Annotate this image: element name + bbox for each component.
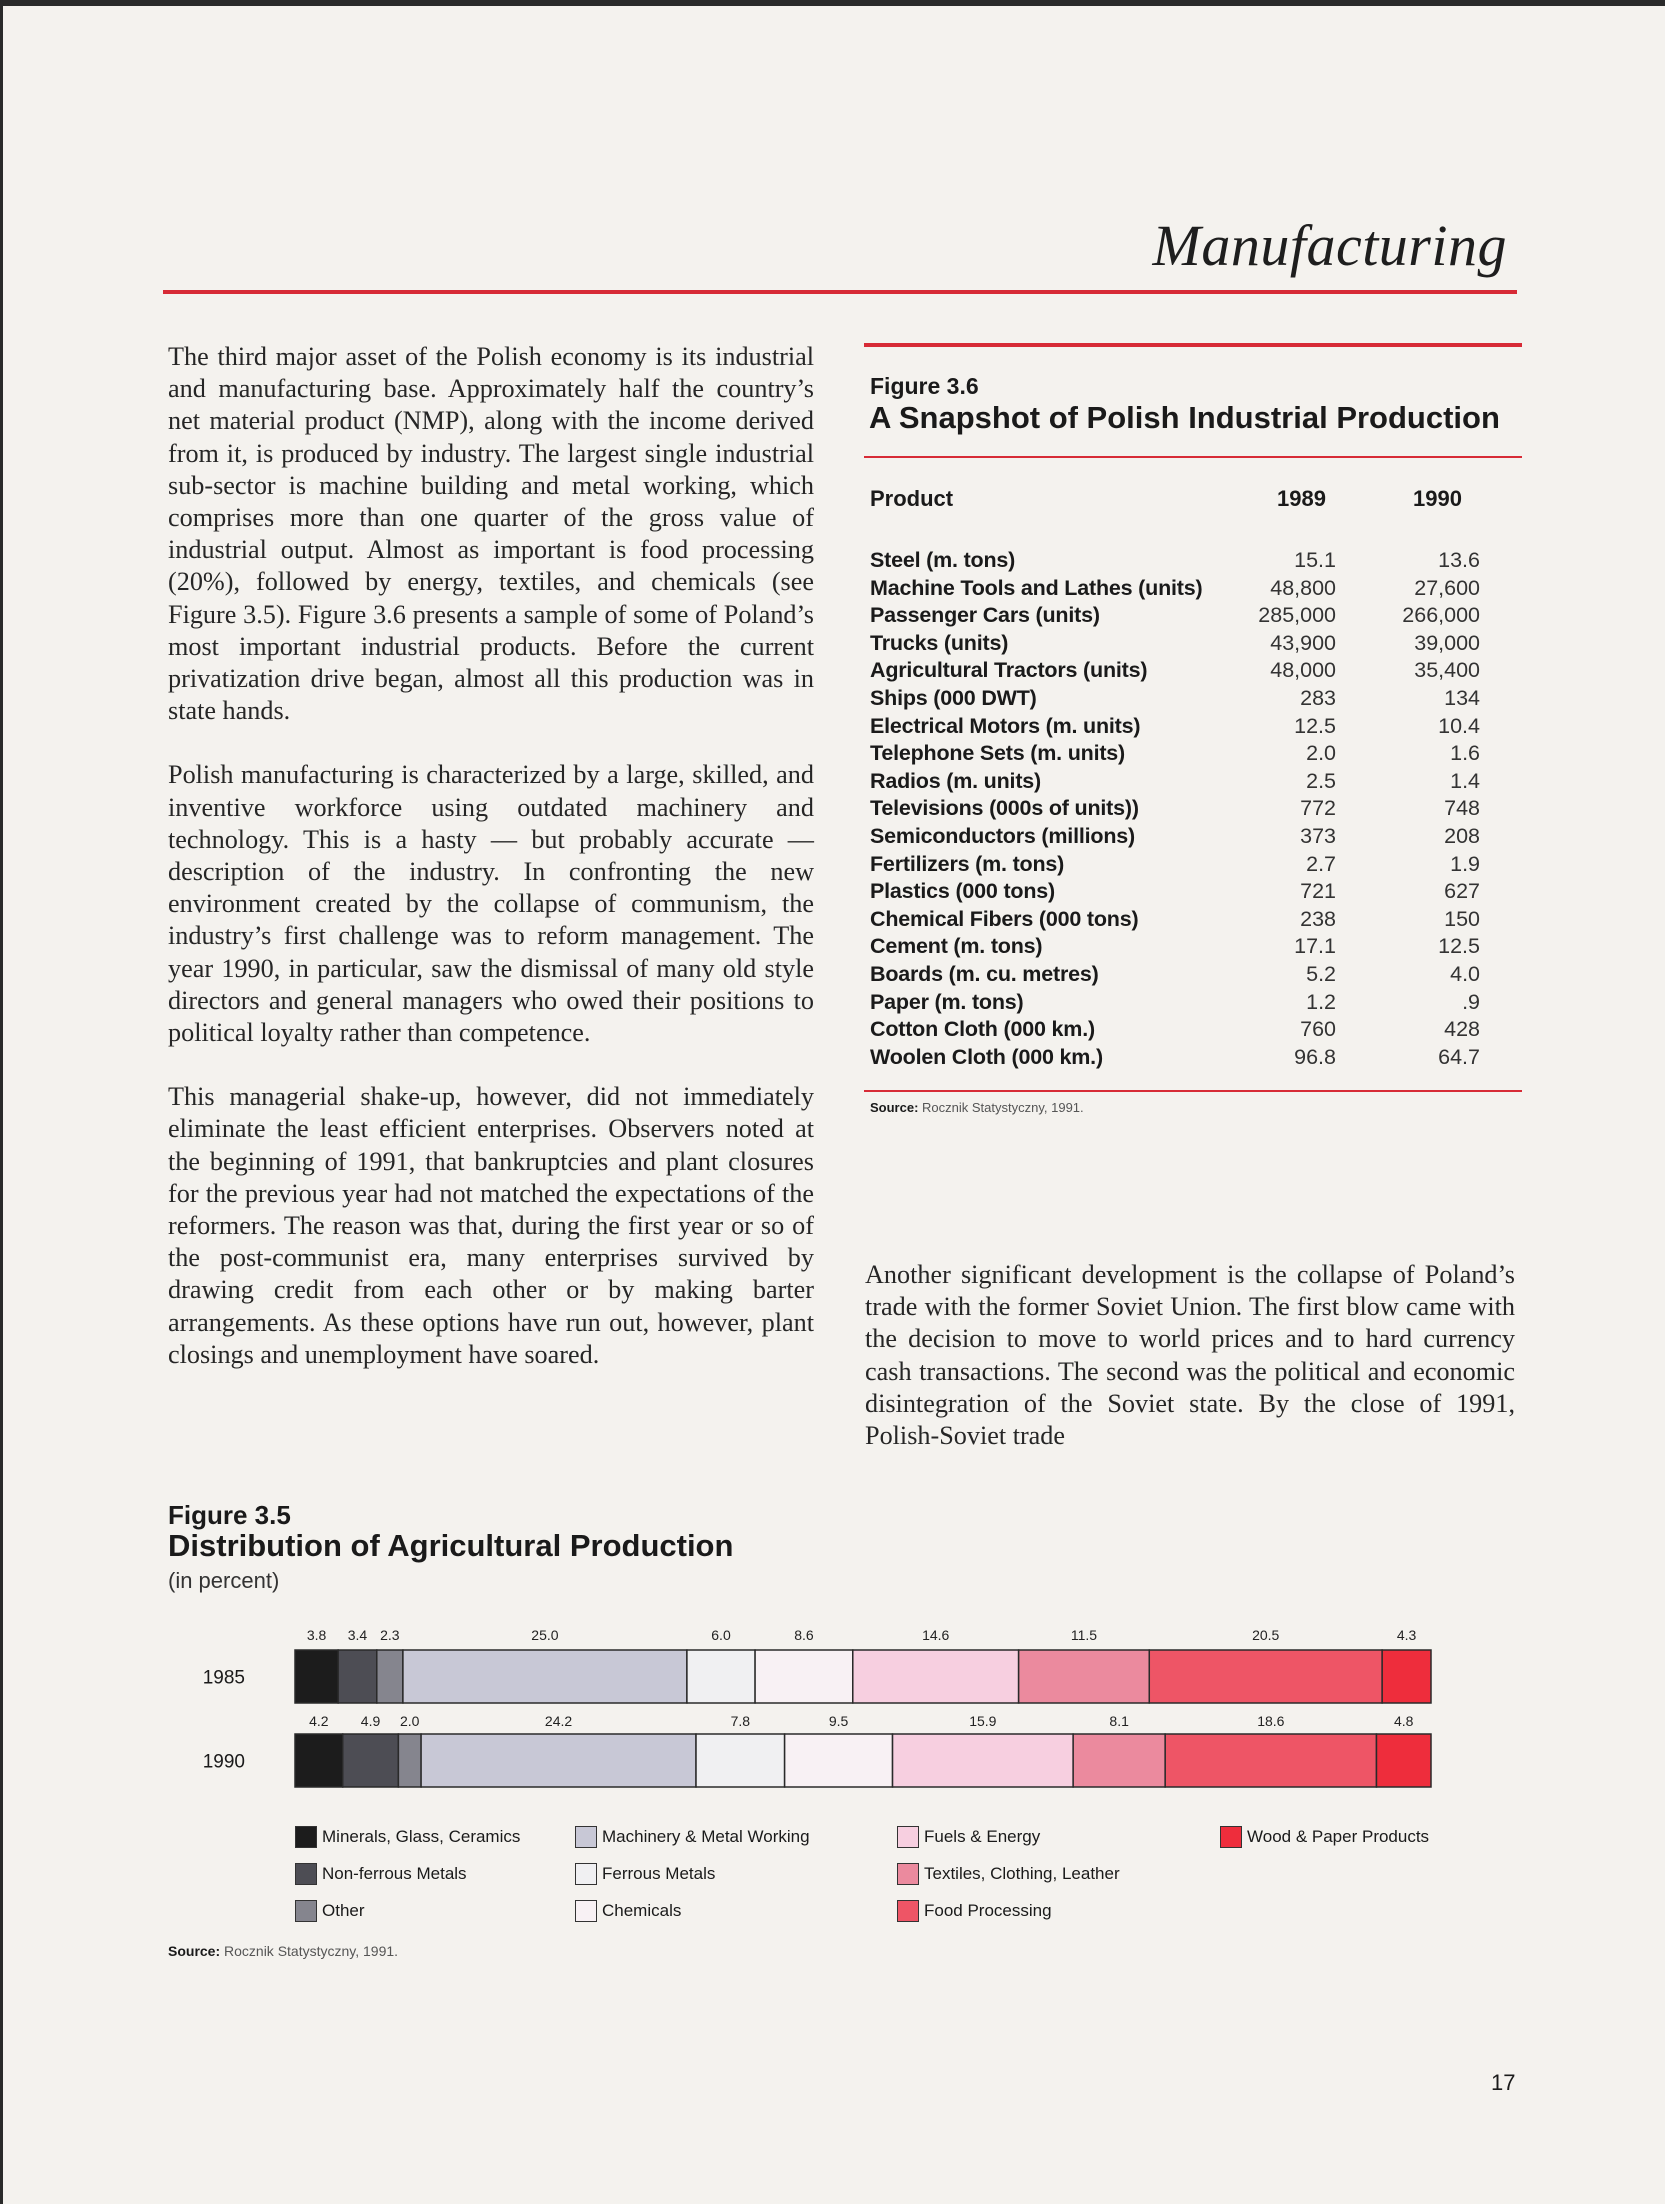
body-text-right [865, 1259, 1515, 1452]
legend-label: Minerals, Glass, Ceramics [322, 1827, 521, 1846]
legend-label: Non-ferrous Metals [322, 1864, 467, 1883]
paragraph: The third major asset of the Polish economy is its industrial and manufacturing base. Approximately half the country’s net material product (NMP), along with the income derived from it, is produced by industry. The largest single industrial sub-sector is machine building and metal working, which comprises more than one quarter of the gross value of industrial output. Almost as important is food processing (20%), followed by energy, textiles, and chemicals (see Figure 3.5). Figure 3.6 presents a sample of some of Poland’s most important industrial products. Before the current privatization drive began, almost all this production was in state hands. [168, 342, 814, 726]
legend-swatch [295, 1826, 317, 1848]
legend-swatch [897, 1826, 919, 1848]
product-name: Fertilizers (m. tons) [870, 851, 1065, 876]
bar-segment [421, 1734, 696, 1787]
source-label: Source: [870, 1100, 919, 1115]
column-header: Product [870, 486, 954, 511]
left-border [0, 0, 3, 2204]
bar-segment [893, 1734, 1074, 1787]
legend-label: Other [322, 1901, 365, 1920]
legend-label: Wood & Paper Products [1247, 1827, 1430, 1846]
product-name: Agricultural Tractors (units) [870, 658, 1148, 683]
value-label: 2.3 [380, 1627, 400, 1643]
value-1989: 2.7 [1306, 851, 1336, 876]
table-row [870, 769, 1480, 797]
value-1990: 1.9 [1450, 851, 1480, 876]
table-row [870, 934, 1480, 962]
value-1989: 1.2 [1306, 989, 1336, 1014]
value-1990: 150 [1444, 906, 1480, 931]
legend-item [295, 1826, 520, 1848]
product-name: Woolen Cloth (000 km.) [870, 1044, 1103, 1069]
value-1990: 12.5 [1438, 934, 1480, 959]
legend-item [897, 1863, 1120, 1885]
table-row [870, 852, 1480, 880]
paragraph: Polish manufacturing is characterized by a large, skilled, and inventive workforce using outdated machinery and technology. This is a hasty — but probably accurate — description of the industry. In confronting the new environment created by the collapse of communism, the industry’s first challenge was to reform management. The year 1990, in particular, saw the dismissal of many old style directors and general managers who owed their positions to political loyalty rather than competence. [168, 760, 814, 1048]
figure-subtitle: (in percent) [168, 1568, 280, 1593]
value-1989: 43,900 [1270, 630, 1336, 655]
legend-swatch [575, 1863, 597, 1885]
value-1990: 627 [1444, 879, 1480, 904]
figure-rule [864, 1090, 1522, 1092]
legend-swatch [1220, 1826, 1242, 1848]
product-name: Semiconductors (millions) [870, 824, 1135, 848]
product-name: Cement (m. tons) [870, 934, 1043, 959]
legend-item [575, 1863, 715, 1885]
legend-swatch [295, 1900, 317, 1922]
bar-segment [696, 1734, 785, 1787]
value-1989: 5.2 [1306, 962, 1336, 986]
value-label: 14.6 [922, 1627, 950, 1643]
legend-label: Fuels & Energy [924, 1827, 1041, 1846]
value-1990: 208 [1444, 824, 1480, 848]
value-label: 20.5 [1252, 1627, 1280, 1643]
value-1990: 4.0 [1450, 962, 1480, 986]
value-label: 8.6 [794, 1627, 814, 1643]
product-name: Telephone Sets (m. units) [870, 741, 1126, 766]
top-border [0, 0, 1665, 6]
value-1989: 48,000 [1270, 658, 1336, 683]
legend-item [575, 1826, 810, 1848]
value-1990: 134 [1444, 686, 1480, 710]
header-rule [163, 290, 1517, 294]
table-row [870, 907, 1480, 935]
value-1990: 428 [1444, 1017, 1480, 1042]
legend-swatch [575, 1900, 597, 1922]
table-row [870, 1017, 1480, 1045]
table-row [870, 686, 1480, 714]
product-name: Trucks (units) [870, 630, 1009, 655]
value-1989: 238 [1300, 906, 1336, 931]
value-label: 18.6 [1257, 1713, 1285, 1729]
table-row [870, 796, 1480, 824]
value-1990: 10.4 [1438, 713, 1480, 738]
source-text: Rocznik Statystyczny, 1991. [224, 1943, 399, 1959]
legend-swatch [575, 1826, 597, 1848]
table-row [870, 741, 1480, 769]
table-row [870, 824, 1480, 852]
value-1989: 96.8 [1294, 1044, 1336, 1069]
section-title: Manufacturing [1152, 213, 1507, 278]
product-name: Electrical Motors (m. units) [870, 713, 1141, 738]
legend-swatch [295, 1863, 317, 1885]
bar-segment [1382, 1650, 1431, 1703]
bar-segment [343, 1734, 399, 1787]
table-row [870, 714, 1480, 742]
product-name: Cotton Cloth (000 km.) [870, 1017, 1095, 1042]
page-number: 17 [1491, 2070, 1516, 2095]
table-row [870, 962, 1480, 990]
figure-source [870, 1100, 1084, 1115]
value-1989: 17.1 [1294, 934, 1336, 959]
value-1990: 266,000 [1402, 603, 1480, 628]
body-text-left [168, 341, 814, 1371]
value-label: 15.9 [969, 1713, 997, 1729]
legend-label: Food Processing [924, 1901, 1052, 1920]
figure-source [168, 1943, 398, 1959]
legend-label: Machinery & Metal Working [602, 1827, 810, 1846]
legend-label: Textiles, Clothing, Leather [924, 1864, 1120, 1883]
value-label: 4.9 [360, 1713, 381, 1729]
table-row [870, 548, 1480, 576]
category-label: 1990 [202, 1751, 245, 1773]
legend-label: Ferrous Metals [602, 1864, 716, 1883]
table-row [870, 1045, 1480, 1073]
value-1990: 1.6 [1450, 741, 1480, 766]
bar-segment [687, 1650, 755, 1703]
value-1990: .9 [1462, 989, 1480, 1014]
bar-segment [403, 1650, 687, 1703]
value-1990: 748 [1444, 796, 1480, 821]
bar-segment [295, 1734, 343, 1787]
bar-segment [1376, 1734, 1431, 1787]
product-name: Televisions (000s of units)) [870, 796, 1139, 821]
value-1989: 283 [1300, 686, 1336, 710]
table-row [870, 576, 1480, 604]
legend-item [575, 1900, 681, 1922]
value-1990: 1.4 [1450, 768, 1480, 793]
value-label: 9.5 [828, 1713, 849, 1729]
value-1989: 772 [1300, 796, 1336, 821]
table-row [870, 603, 1480, 631]
value-1990: 35,400 [1414, 658, 1480, 683]
source-label: Source: [168, 1943, 221, 1959]
product-name: Radios (m. units) [870, 768, 1041, 793]
value-1990: 39,000 [1414, 630, 1480, 655]
legend-label: Chemicals [602, 1901, 682, 1920]
bar-segment [1073, 1734, 1165, 1787]
paragraph: This managerial shake-up, however, did not immediately eliminate the least efficient enterprises. Observers noted at the beginning of 1991, that bankruptcies and plant closures for the previous year had not matched the expectations of the reformers. The reason was that, during the first year or so of the post-communist era, many enterprises survived by drawing credit from each other or by making barter arrangements. As these options have run out, however, plant closings and unemployment have soared. [168, 1082, 814, 1369]
value-1989: 2.0 [1306, 741, 1336, 766]
value-label: 11.5 [1070, 1627, 1098, 1643]
value-label: 4.3 [1396, 1627, 1417, 1643]
figure-title: Distribution of Agricultural Production [168, 1528, 734, 1563]
product-name: Plastics (000 tons) [870, 879, 1055, 904]
legend-item [897, 1826, 1040, 1848]
bar-segment [338, 1650, 377, 1703]
value-label: 4.2 [309, 1713, 329, 1729]
bar-segment [1165, 1734, 1376, 1787]
bar-segment [398, 1734, 421, 1787]
value-label: 3.8 [306, 1627, 327, 1643]
value-label: 4.8 [1394, 1713, 1414, 1729]
value-1989: 285,000 [1258, 603, 1336, 628]
value-1990: 27,600 [1414, 575, 1480, 600]
figure-rule [864, 343, 1522, 347]
table-row [870, 658, 1480, 686]
value-1989: 373 [1300, 824, 1336, 848]
product-name: Passenger Cars (units) [870, 603, 1100, 628]
bar-segment [1019, 1650, 1150, 1703]
table-row [870, 631, 1480, 659]
bar-segment [377, 1650, 403, 1703]
paragraph: Another significant development is the collapse of Poland’s trade with the former Soviet Union. The first blow came with the decision to move to world prices and to hard currency cash transactions. The second was the political and economic disintegration of the Soviet state. By the close of 1991, Polish-Soviet trade [865, 1260, 1515, 1451]
legend-item [1220, 1826, 1429, 1848]
figure-label: Figure 3.6 [870, 373, 979, 399]
source-text: Rocznik Statystyczny, 1991. [922, 1100, 1084, 1115]
column-header: 1989 [1277, 486, 1326, 511]
value-label: 2.0 [400, 1713, 420, 1729]
table-row [870, 879, 1480, 907]
value-1989: 15.1 [1294, 548, 1336, 572]
value-label: 8.1 [1109, 1713, 1129, 1729]
legend-item [897, 1900, 1052, 1922]
category-label: 1985 [202, 1667, 245, 1689]
value-label: 25.0 [531, 1627, 559, 1643]
value-1989: 12.5 [1294, 713, 1336, 738]
legend-swatch [897, 1863, 919, 1885]
bar-segment [1149, 1650, 1382, 1703]
product-name: Ships (000 DWT) [870, 686, 1037, 710]
bar-segment [785, 1734, 893, 1787]
value-label: 7.8 [730, 1713, 751, 1729]
value-label: 3.4 [347, 1627, 368, 1643]
bar-segment [755, 1650, 853, 1703]
product-name: Chemical Fibers (000 tons) [870, 906, 1139, 931]
product-name: Machine Tools and Lathes (units) [870, 575, 1203, 600]
value-1990: 64.7 [1438, 1044, 1480, 1069]
bar-segment [853, 1650, 1019, 1703]
product-name: Paper (m. tons) [870, 989, 1024, 1014]
figure-label: Figure 3.5 [168, 1500, 291, 1530]
product-name: Steel (m. tons) [870, 548, 1016, 572]
value-1989: 48,800 [1270, 575, 1336, 600]
value-label: 24.2 [544, 1713, 573, 1729]
product-name: Boards (m. cu. metres) [870, 962, 1099, 986]
value-1989: 760 [1300, 1017, 1336, 1042]
bar-segment [295, 1650, 338, 1703]
value-1990: 13.6 [1438, 548, 1480, 572]
legend-item [295, 1900, 365, 1922]
value-label: 6.0 [711, 1627, 731, 1643]
column-header: 1990 [1413, 486, 1462, 511]
figure-rule [864, 456, 1522, 458]
legend-item [295, 1863, 467, 1885]
table-row [870, 990, 1480, 1018]
value-1989: 2.5 [1306, 768, 1336, 793]
value-1989: 721 [1300, 879, 1336, 904]
legend-swatch [897, 1900, 919, 1922]
figure-title: A Snapshot of Polish Industrial Production [869, 400, 1500, 435]
